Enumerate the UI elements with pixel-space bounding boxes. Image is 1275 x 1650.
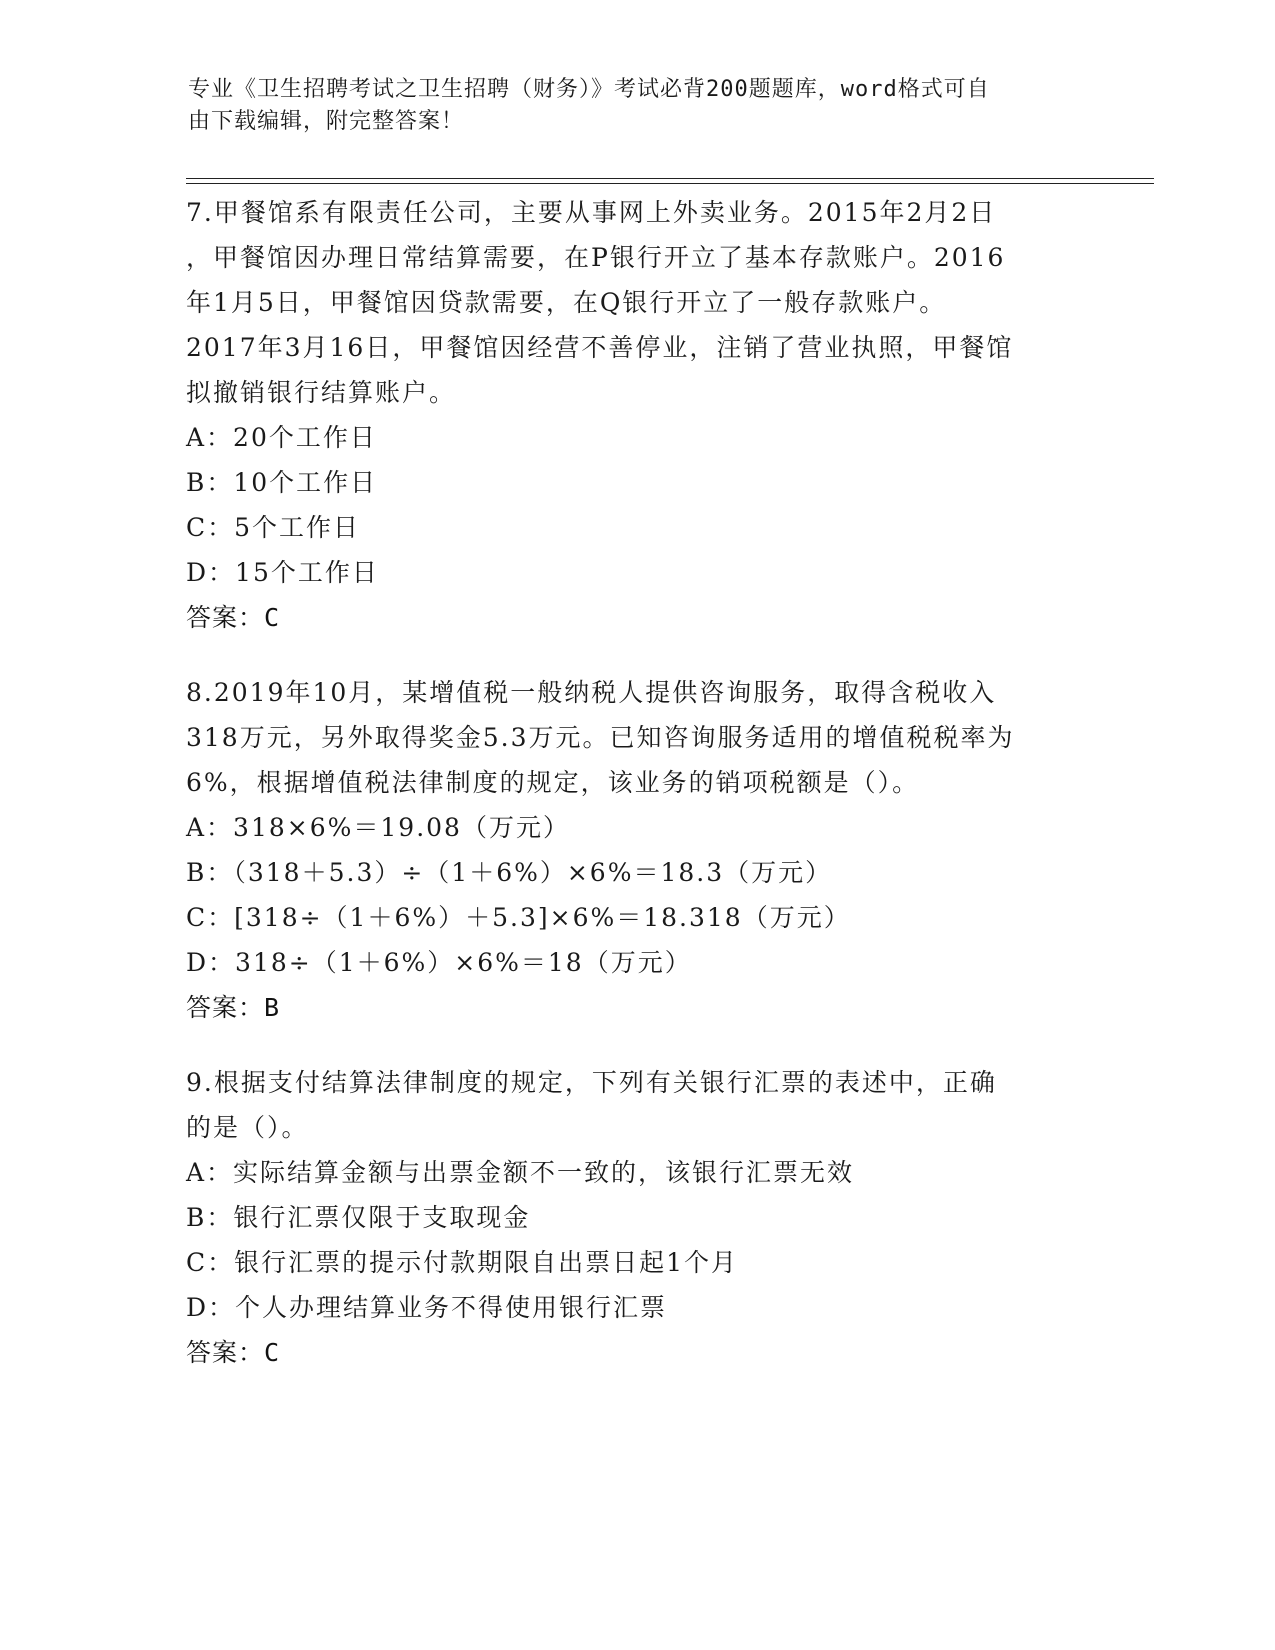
question-stem-line: 的是（）。 — [186, 1113, 309, 1142]
option-c: C：5个工作日 — [186, 513, 361, 542]
header-divider — [186, 183, 1154, 184]
header-line: 由下载编辑，附完整答案！ — [188, 109, 465, 134]
question-stem-line: 7.甲餐馆系有限责任公司，主要从事网上外卖业务。2015年2月2日 — [186, 198, 997, 227]
question-stem-line: 9.根据支付结算法律制度的规定，下列有关银行汇票的表述中，正确 — [186, 1068, 997, 1097]
document-header — [188, 74, 1068, 138]
question-7 — [186, 190, 1086, 640]
question-8 — [186, 670, 1086, 1030]
option-c: C：银行汇票的提示付款期限自出票日起1个月 — [186, 1248, 739, 1277]
question-stem-line: 2017年3月16日，甲餐馆因经营不善停业，注销了营业执照，甲餐馆 — [186, 333, 1014, 362]
question-stem-line: 年1月5日，甲餐馆因贷款需要，在Q银行开立了一般存款账户。 — [186, 288, 947, 317]
question-stem-line: 拟撤销银行结算账户。 — [186, 378, 457, 407]
question-stem-line: ，甲餐馆因办理日常结算需要，在P银行开立了基本存款账户。2016 — [186, 243, 1006, 272]
option-a: A：实际结算金额与出票金额不一致的，该银行汇票无效 — [186, 1158, 855, 1187]
option-d: D：318÷（1＋6%）×6%＝18（万元） — [186, 948, 692, 977]
option-b: B：（318＋5.3）÷（1＋6%）×6%＝18.3（万元） — [186, 858, 833, 887]
option-d: D：个人办理结算业务不得使用银行汇票 — [186, 1293, 668, 1322]
question-9 — [186, 1060, 1086, 1375]
option-a: A：20个工作日 — [186, 423, 377, 452]
option-b: B：银行汇票仅限于支取现金 — [186, 1203, 531, 1232]
option-c: C：[318÷（1＋6%）＋5.3]×6%＝18.318（万元） — [186, 903, 851, 932]
option-a: A：318×6%＝19.08（万元） — [186, 813, 570, 842]
header-line: 专业《卫生招聘考试之卫生招聘（财务）》考试必背200题题库，word格式可自 — [188, 77, 990, 102]
option-b: B：10个工作日 — [186, 468, 378, 497]
question-stem-line: 318万元，另外取得奖金5.3万元。已知咨询服务适用的增值税税率为 — [186, 723, 1015, 752]
answer-label: 答案：B — [186, 993, 281, 1022]
question-list — [186, 190, 1086, 1405]
question-stem-line: 6%，根据增值税法律制度的规定，该业务的销项税额是（）。 — [186, 768, 920, 797]
question-stem-line: 8.2019年10月，某增值税一般纳税人提供咨询服务，取得含税收入 — [186, 678, 997, 707]
answer-label: 答案：C — [186, 1338, 281, 1367]
answer-label: 答案：C — [186, 603, 281, 632]
option-d: D：15个工作日 — [186, 558, 379, 587]
header-divider — [186, 178, 1154, 179]
